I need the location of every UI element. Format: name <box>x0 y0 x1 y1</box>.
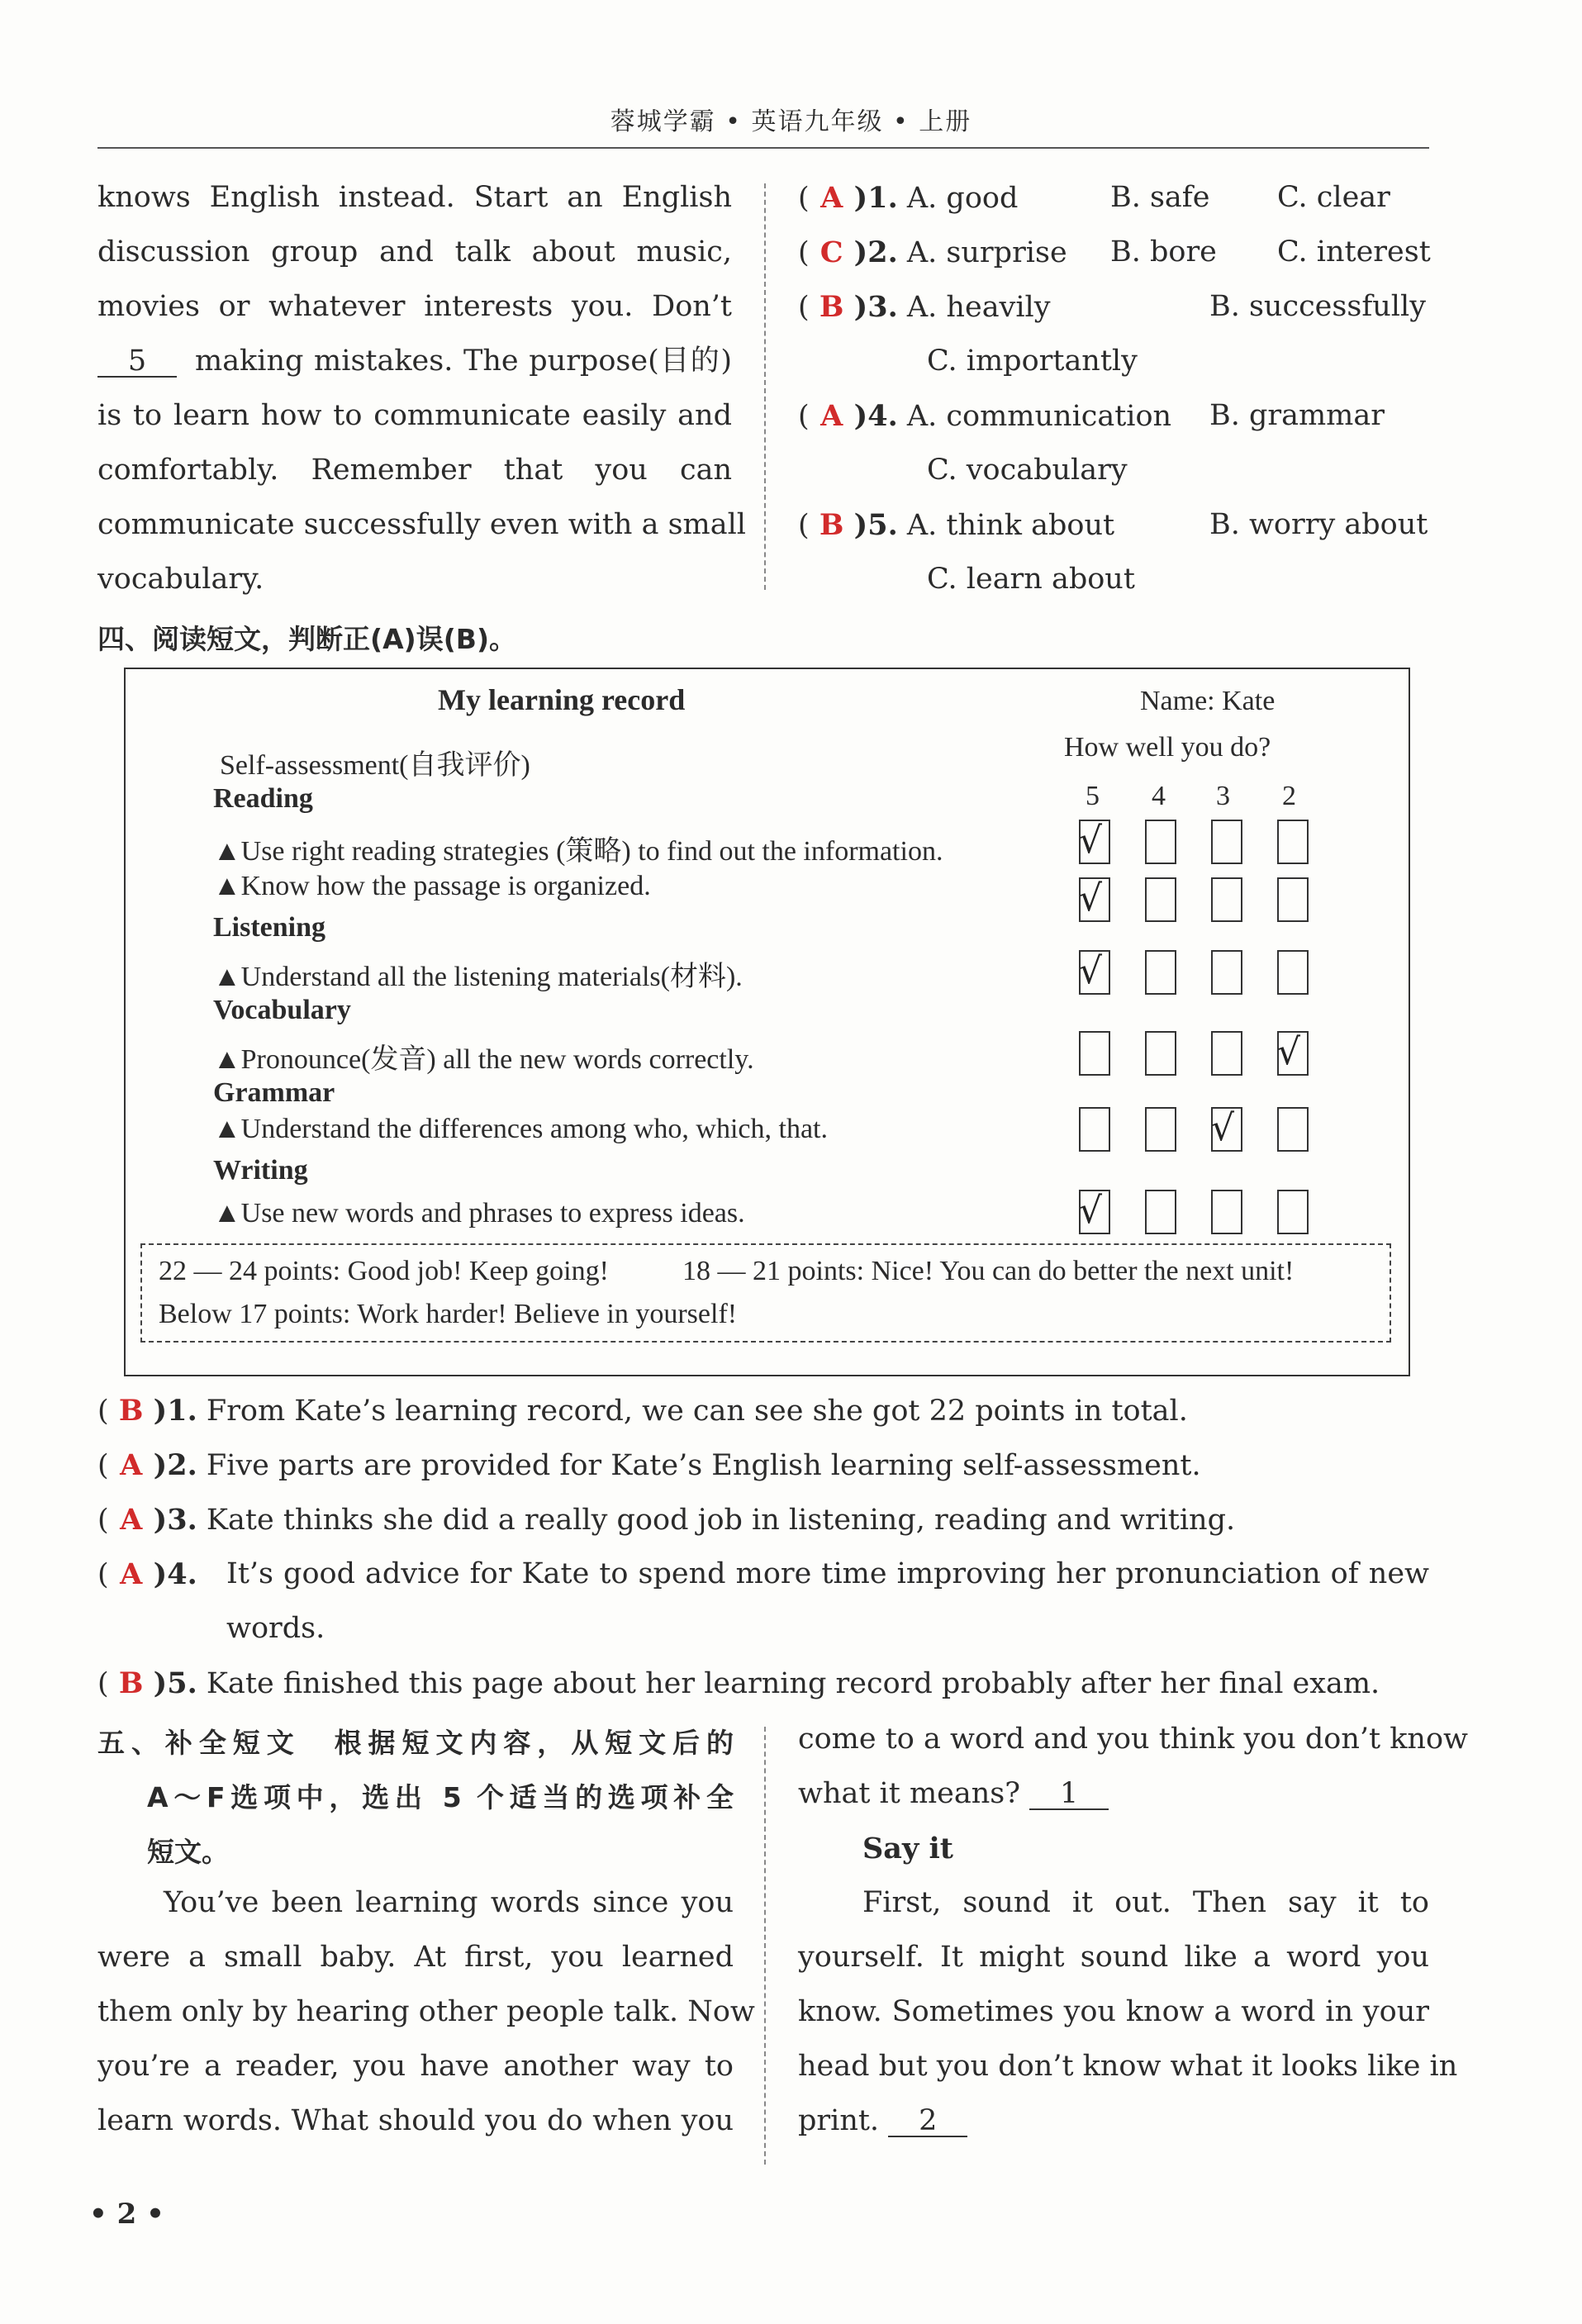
tf-question-4: ( A )4. <box>97 1557 197 1591</box>
question-text: From Kate’s learning record, we can see she got 22 points in total. <box>206 1395 1188 1428</box>
rating-checkbox[interactable] <box>1079 820 1110 864</box>
answer: C <box>820 235 843 269</box>
passage-line: come to a word and you think you don’t know <box>798 1723 1468 1756</box>
question-number: )4. <box>153 1557 197 1591</box>
answer: A <box>820 181 843 215</box>
mc-question-2: ( C )2. A. surprise <box>798 235 1067 269</box>
answer: B <box>118 1666 144 1700</box>
column-divider-bottom <box>764 1727 766 2165</box>
option-c: C. learn about <box>927 563 1135 596</box>
rating-checkbox[interactable] <box>1211 1190 1242 1234</box>
rating-checkbox[interactable] <box>1277 1190 1309 1234</box>
option-b: B. successfully <box>1209 290 1426 323</box>
scale-2: 2 <box>1282 781 1296 811</box>
score-legend-3: Below 17 points: Work harder! Believe in yourself! <box>159 1299 738 1329</box>
passage-line: head but you don’t know what it looks like in <box>798 2050 1458 2083</box>
checkmark-icon: √ <box>1079 820 1103 862</box>
page-number: • 2 • <box>89 2198 164 2231</box>
passage-line: discussion group and talk about music, <box>97 235 732 269</box>
answer: B <box>819 290 844 324</box>
score-legend-1: 22 — 24 points: Good job! Keep going! <box>159 1256 609 1286</box>
rating-checkbox[interactable] <box>1079 1031 1110 1076</box>
rating-checkbox[interactable] <box>1145 820 1176 864</box>
rating-checkbox[interactable] <box>1145 950 1176 995</box>
option-a: A. heavily <box>906 291 1051 324</box>
rating-checkbox[interactable] <box>1079 877 1110 922</box>
score-legend-2: 18 — 21 points: Nice! You can do better the next unit! <box>682 1256 1295 1286</box>
answer: B <box>819 508 844 542</box>
option-c: C. interest <box>1277 235 1431 269</box>
question-text: Kate thinks she did a really good job in listening, reading and writing. <box>206 1504 1236 1537</box>
question-text: Five parts are provided for Kate’s English learning self-assessment. <box>206 1449 1201 1482</box>
passage-line: movies or whatever interests you. Don’t <box>97 290 732 323</box>
passage-text: what it means? <box>798 1777 1020 1810</box>
section-4-title: 四、阅读短文，判断正(A)误(B)。 <box>97 623 517 655</box>
question-number: )1. <box>853 181 898 215</box>
option-b: B. safe <box>1110 181 1210 214</box>
passage-line: learn words. What should you do when you <box>97 2104 734 2137</box>
checkmark-icon: √ <box>1211 1107 1235 1149</box>
answer: A <box>120 1503 143 1537</box>
passage-line: were a small baby. At first, you learned <box>97 1941 734 1974</box>
passage-line: making mistakes. The purpose(目的) <box>195 345 732 378</box>
answer: A <box>120 1448 143 1482</box>
subheading-say-it: Say it <box>862 1832 953 1865</box>
blank-2: 2 <box>888 2107 967 2137</box>
checkmark-icon: √ <box>1079 950 1103 992</box>
passage-line: communicate successfully even with a small <box>97 508 746 541</box>
rating-checkbox[interactable] <box>1145 1190 1176 1234</box>
passage-line: You’ve been learning words since you <box>164 1886 734 1919</box>
rating-checkbox[interactable] <box>1277 820 1309 864</box>
option-a: A. good <box>906 182 1019 215</box>
mc-question-5: ( B )5. A. think about <box>798 508 1115 542</box>
category-listening: Listening <box>213 912 326 943</box>
scale-3: 3 <box>1216 781 1230 811</box>
scale-5: 5 <box>1086 781 1100 811</box>
question-number: )5. <box>853 508 898 542</box>
checkmark-icon: √ <box>1079 877 1103 920</box>
option-b: B. grammar <box>1209 399 1385 432</box>
rating-checkbox[interactable] <box>1145 1031 1176 1076</box>
rating-checkbox[interactable] <box>1145 1107 1176 1152</box>
item-listening-materials: ▲Understand all the listening materials(材料). <box>213 962 743 992</box>
header-rule <box>97 147 1429 149</box>
record-name: Name: Kate <box>1140 686 1276 716</box>
record-self-assessment: Self-assessment(自我评价) <box>220 750 530 781</box>
checkmark-icon: √ <box>1079 1190 1103 1232</box>
item-pronounce: ▲Pronounce(发音) all the new words correctly. <box>213 1044 754 1075</box>
category-writing: Writing <box>213 1155 308 1186</box>
scale-4: 4 <box>1152 781 1166 811</box>
rating-checkbox[interactable] <box>1211 820 1242 864</box>
option-b: B. bore <box>1110 235 1217 269</box>
rating-checkbox[interactable] <box>1079 1107 1110 1152</box>
passage-line: know. Sometimes you know a word in your <box>798 1995 1429 2028</box>
passage-line: is to learn how to communicate easily and <box>97 399 732 432</box>
question-number: )5. <box>153 1666 197 1700</box>
question-text-continued: words. <box>226 1612 325 1645</box>
option-c: C. vocabulary <box>927 454 1128 487</box>
question-number: )3. <box>153 1503 197 1537</box>
question-text: Kate finished this page about her learning record probably after her final exam. <box>206 1667 1380 1700</box>
column-divider-top <box>764 183 766 590</box>
section-5-title: 五、补全短文 根据短文内容，从短文后的 <box>97 1727 734 1759</box>
item-reading-strategies: ▲Use right reading strategies (策略) to find out the information. <box>213 836 943 867</box>
blank-1: 1 <box>1029 1780 1109 1810</box>
running-header: 蓉城学霸 • 英语九年级 • 上册 <box>610 107 972 136</box>
passage-line-with-blank <box>97 347 177 378</box>
option-a: A. surprise <box>906 236 1067 269</box>
question-number: )4. <box>853 399 898 433</box>
question-text: It’s good advice for Kate to spend more time improving her pronunciation of new <box>226 1557 1429 1590</box>
passage-line-with-blank <box>798 2104 967 2137</box>
tf-question-5: ( B )5. Kate finished this page about her learning record probably after her final exam. <box>97 1666 1380 1700</box>
tf-question-2: ( A )2. Five parts are provided for Kate’s English learning self-assessment. <box>97 1448 1201 1482</box>
section-5-title-3: 短文。 <box>147 1836 229 1868</box>
rating-checkbox[interactable] <box>1079 1190 1110 1234</box>
rating-checkbox[interactable] <box>1079 950 1110 995</box>
mc-question-4: ( A )4. A. communication <box>798 399 1172 433</box>
rating-checkbox[interactable] <box>1277 877 1309 922</box>
checkmark-icon: √ <box>1277 1031 1301 1073</box>
category-grammar: Grammar <box>213 1077 335 1108</box>
rating-checkbox[interactable] <box>1211 1031 1242 1076</box>
rating-checkbox[interactable] <box>1145 877 1176 922</box>
tf-question-1: ( B )1. From Kate’s learning record, we can see she got 22 points in total. <box>97 1394 1188 1428</box>
item-differences: ▲Understand the differences among who, which, that. <box>213 1114 828 1144</box>
record-how-well: How well you do? <box>1064 732 1271 763</box>
question-number: )2. <box>153 1448 197 1482</box>
passage-line-with-blank <box>798 1777 1109 1810</box>
passage-line: knows English instead. Start an English <box>97 181 732 214</box>
item-new-words: ▲Use new words and phrases to express ideas. <box>213 1198 745 1229</box>
rating-checkbox[interactable] <box>1211 877 1242 922</box>
answer: A <box>820 399 843 433</box>
passage-line: yourself. It might sound like a word you <box>798 1941 1429 1974</box>
blank-5: 5 <box>97 347 177 378</box>
rating-checkbox[interactable] <box>1277 950 1309 995</box>
option-c: C. importantly <box>927 345 1138 378</box>
passage-line: you’re a reader, you have another way to <box>97 2050 734 2083</box>
passage-line: vocabulary. <box>97 563 264 596</box>
option-a: A. communication <box>906 400 1172 433</box>
question-number: )3. <box>853 290 898 324</box>
rating-checkbox[interactable] <box>1211 950 1242 995</box>
option-a: A. think about <box>906 509 1115 542</box>
record-title: My learning record <box>438 683 686 716</box>
passage-line: comfortably. Remember that you can <box>97 454 732 487</box>
category-reading: Reading <box>213 783 313 814</box>
rating-checkbox[interactable] <box>1277 1107 1309 1152</box>
passage-line: First, sound it out. Then say it to <box>862 1886 1429 1919</box>
rating-checkbox[interactable] <box>1211 1107 1242 1152</box>
passage-text: print. <box>798 2104 880 2137</box>
option-b: B. worry about <box>1209 508 1428 541</box>
mc-question-3: ( B )3. A. heavily <box>798 290 1051 324</box>
passage-line: them only by hearing other people talk. Now <box>97 1995 755 2028</box>
item-passage-organized: ▲Know how the passage is organized. <box>213 871 651 901</box>
section-5-title-2: A～F选项中，选出 5 个适当的选项补全 <box>147 1781 734 1813</box>
rating-checkbox[interactable] <box>1277 1031 1309 1076</box>
answer: A <box>120 1557 143 1591</box>
question-number: )2. <box>853 235 898 269</box>
mc-question-1: ( A )1. A. good <box>798 181 1019 215</box>
question-number: )1. <box>153 1394 197 1428</box>
tf-question-3: ( A )3. Kate thinks she did a really good job in listening, reading and writing. <box>97 1503 1236 1537</box>
answer: B <box>118 1394 144 1428</box>
category-vocabulary: Vocabulary <box>213 995 351 1025</box>
option-c: C. clear <box>1277 181 1390 214</box>
